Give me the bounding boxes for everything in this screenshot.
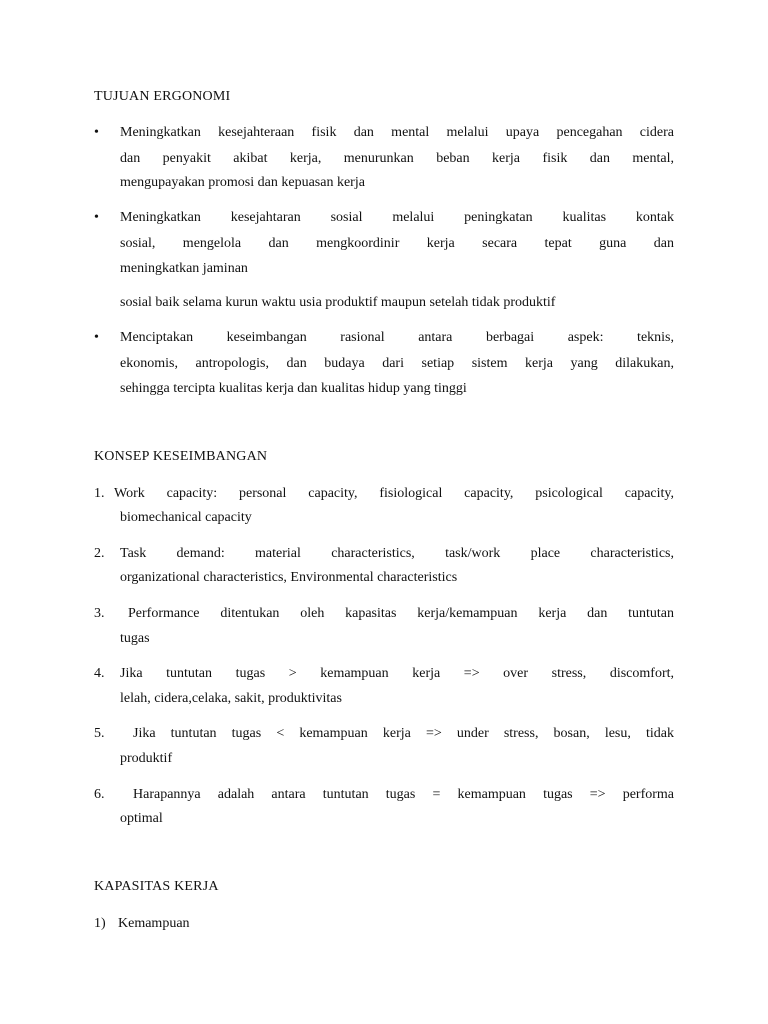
konsep-item-4-line-2: lelah, cidera,celaka, sakit, produktivitas	[120, 691, 342, 706]
section-heading-konsep-keseimbangan: KONSEP KESEIMBANGAN	[94, 449, 268, 464]
list-number: 4.	[94, 666, 105, 681]
bullet-marker: •	[94, 125, 99, 140]
konsep-item-2-line-2: organizational characteristics, Environmental characteristics	[120, 570, 458, 585]
konsep-item-4-line-1: Jika tuntutan tugas > kemampuan kerja => over stress, discomfort,	[120, 666, 674, 681]
bullet-2-line-3: meningkatkan jaminan	[120, 261, 248, 276]
bullet-3-line-1: Menciptakan keseimbangan rasional antara berbagai aspek: teknis,	[120, 330, 674, 345]
bullet-marker: •	[94, 330, 99, 345]
bullet-1-line-3: mengupayakan promosi dan kepuasan kerja	[120, 175, 365, 190]
list-number: 2.	[94, 546, 105, 561]
konsep-item-1-line-2: biomechanical capacity	[120, 510, 252, 525]
bullet-marker: •	[94, 210, 99, 225]
section-heading-tujuan-ergonomi: TUJUAN ERGONOMI	[94, 89, 231, 104]
konsep-item-1-line-1: Work capacity: personal capacity, fisiological capacity, psicological capacity,	[114, 486, 674, 501]
konsep-item-6-line-1: Harapannya adalah antara tuntutan tugas = kemampuan tugas => performa	[133, 787, 674, 802]
list-number: 3.	[94, 606, 105, 621]
bullet-2-continuation: sosial baik selama kurun waktu usia produktif maupun setelah tidak produktif	[120, 295, 556, 310]
konsep-item-3-line-2: tugas	[120, 631, 150, 646]
konsep-item-5-line-2: produktif	[120, 751, 173, 766]
kapasitas-item-1: Kemampuan	[118, 916, 190, 931]
konsep-item-6-line-2: optimal	[120, 811, 163, 826]
bullet-1-line-1: Meningkatkan kesejahteraan fisik dan mental melalui upaya pencegahan cidera	[120, 125, 674, 140]
list-number: 6.	[94, 787, 105, 802]
bullet-3-line-2: ekonomis, antropologis, dan budaya dari setiap sistem kerja yang dilakukan,	[120, 356, 674, 371]
konsep-item-3-line-1: Performance ditentukan oleh kapasitas kerja/kemampuan kerja dan tuntutan	[128, 606, 674, 621]
bullet-3-line-3: sehingga tercipta kualitas kerja dan kualitas hidup yang tinggi	[120, 381, 467, 396]
list-number: 1)	[94, 916, 106, 931]
section-heading-kapasitas-kerja: KAPASITAS KERJA	[94, 879, 219, 894]
list-number: 1.	[94, 486, 105, 501]
list-number: 5.	[94, 726, 105, 741]
bullet-2-line-2: sosial, mengelola dan mengkoordinir kerja secara tepat guna dan	[120, 236, 674, 251]
konsep-item-2-line-1: Task demand: material characteristics, task/work place characteristics,	[120, 546, 674, 561]
bullet-1-line-2: dan penyakit akibat kerja, menurunkan beban kerja fisik dan mental,	[120, 151, 674, 166]
bullet-2-line-1: Meningkatkan kesejahtaran sosial melalui peningkatan kualitas kontak	[120, 210, 674, 225]
konsep-item-5-line-1: Jika tuntutan tugas < kemampuan kerja => under stress, bosan, lesu, tidak	[133, 726, 674, 741]
